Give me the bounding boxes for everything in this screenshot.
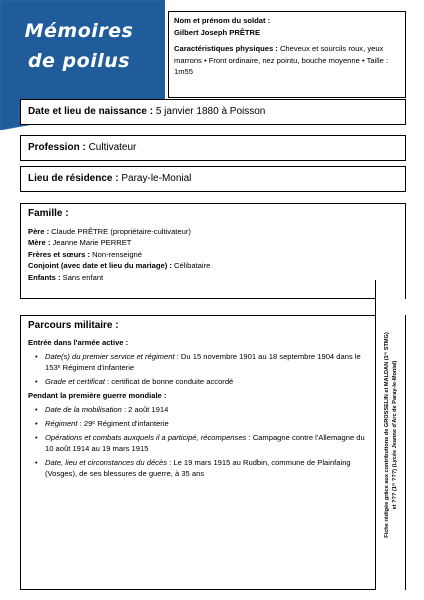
family-item bbox=[28, 249, 398, 261]
family-item-value: Célibataire bbox=[174, 261, 211, 270]
profession-label: Profession : bbox=[28, 142, 86, 153]
military-title: Parcours militaire : bbox=[28, 320, 119, 331]
item-value: : 2 août 1914 bbox=[123, 405, 169, 414]
item-label: Date(s) du premier service et régiment bbox=[45, 352, 175, 361]
birth-label: Date et lieu de naissance : bbox=[28, 106, 154, 117]
item-label: Date, lieu et circonstances du décès bbox=[45, 458, 167, 467]
list-item bbox=[35, 404, 373, 415]
family-title: Famille : bbox=[28, 208, 69, 219]
family-item bbox=[28, 272, 398, 284]
family-item-value: Non-renseigné bbox=[92, 249, 142, 259]
family-item-value: Sans enfant bbox=[62, 272, 104, 282]
family-item-value: Jeanne Marie PERRET bbox=[52, 238, 132, 247]
family-item bbox=[28, 237, 398, 249]
soldier-name: Gilbert Joseph PRÊTRE bbox=[174, 27, 261, 37]
list-item bbox=[35, 432, 373, 454]
item-value: : Le 19 mars 1915 au Rudbin, commune de Plainfaing (Vosges), de ses blessures de guerre, à 35 ans bbox=[45, 458, 351, 478]
family-item-label: Conjoint (avec date et lieu du mariage) : bbox=[28, 261, 172, 270]
item-value: : Campagne contre l'Allemagne du 10 août 1914 au 19 mars 1915 bbox=[45, 433, 365, 453]
physical-label: Caractéristiques physiques : bbox=[174, 44, 278, 53]
credits-line2: et ??? (1ʳᵉ ???) (Lycée Jeanne d'Arc de Paray-le-Monial) bbox=[392, 360, 398, 510]
item-label: Date de la mobilisation bbox=[45, 405, 122, 414]
list-item bbox=[35, 376, 373, 387]
list-item bbox=[35, 351, 373, 373]
active-army-list bbox=[28, 351, 398, 387]
family-item-label: Enfants : bbox=[28, 272, 61, 282]
residence-label: Lieu de résidence : bbox=[28, 173, 119, 184]
birth-box bbox=[20, 99, 406, 125]
residence-box bbox=[20, 166, 406, 192]
family-item bbox=[28, 260, 398, 272]
item-label: Opérations et combats auxquels il a participé, récompenses bbox=[45, 433, 247, 442]
soldier-info-box bbox=[168, 11, 406, 98]
list-item bbox=[35, 418, 373, 429]
credits-line1: Fiche rédigée grâce aux contributions de GROSSELIN et MALDAN (1ʳᵉ STMG) bbox=[384, 332, 390, 538]
item-label: Grade et certificat bbox=[45, 377, 105, 386]
banner-title bbox=[14, 16, 144, 76]
physical-characteristics bbox=[174, 43, 400, 78]
credits-sidebar bbox=[375, 280, 405, 590]
profession-value: Cultivateur bbox=[88, 142, 137, 153]
family-item-value: Claude PRÊTRE (propriétaire-cultivateur) bbox=[51, 226, 191, 236]
soldier-name-label: Nom et prénom du soldat : bbox=[174, 16, 271, 25]
physical-value: Cheveux et sourcils roux, yeux marrons • Front ordinaire, nez pointu, bouche moyenne • Taille : 1m55 bbox=[174, 44, 389, 76]
profession-box bbox=[20, 135, 406, 161]
military-career-box bbox=[20, 315, 406, 590]
banner-title-line1: Mémoires bbox=[24, 20, 134, 42]
family-item bbox=[28, 226, 398, 238]
residence-value: Paray-le-Monial bbox=[121, 173, 192, 184]
item-label: Régiment bbox=[45, 419, 78, 428]
list-item bbox=[35, 457, 373, 479]
family-item-label: Père : bbox=[28, 226, 50, 236]
item-value: : certificat de bonne conduite accordé bbox=[107, 377, 234, 386]
birth-value: 5 janvier 1880 à Poisson bbox=[155, 106, 266, 117]
banner-title-line2: de poilus bbox=[27, 50, 131, 72]
family-item-label: Mère : bbox=[28, 238, 51, 247]
active-army-title: Entrée dans l'armée active : bbox=[28, 338, 129, 347]
item-value: : Du 15 novembre 1901 au 18 septembre 1904 dans le 153ᵉ Régiment d'infanterie bbox=[45, 352, 361, 372]
credits-text bbox=[383, 285, 399, 585]
family-box bbox=[20, 203, 406, 299]
war-list bbox=[28, 404, 398, 479]
item-value: : 29ᵉ Régiment d'infanterie bbox=[79, 419, 169, 428]
war-title: Pendant la première guerre mondiale : bbox=[28, 391, 167, 400]
family-item-label: Frères et sœurs : bbox=[28, 249, 91, 259]
